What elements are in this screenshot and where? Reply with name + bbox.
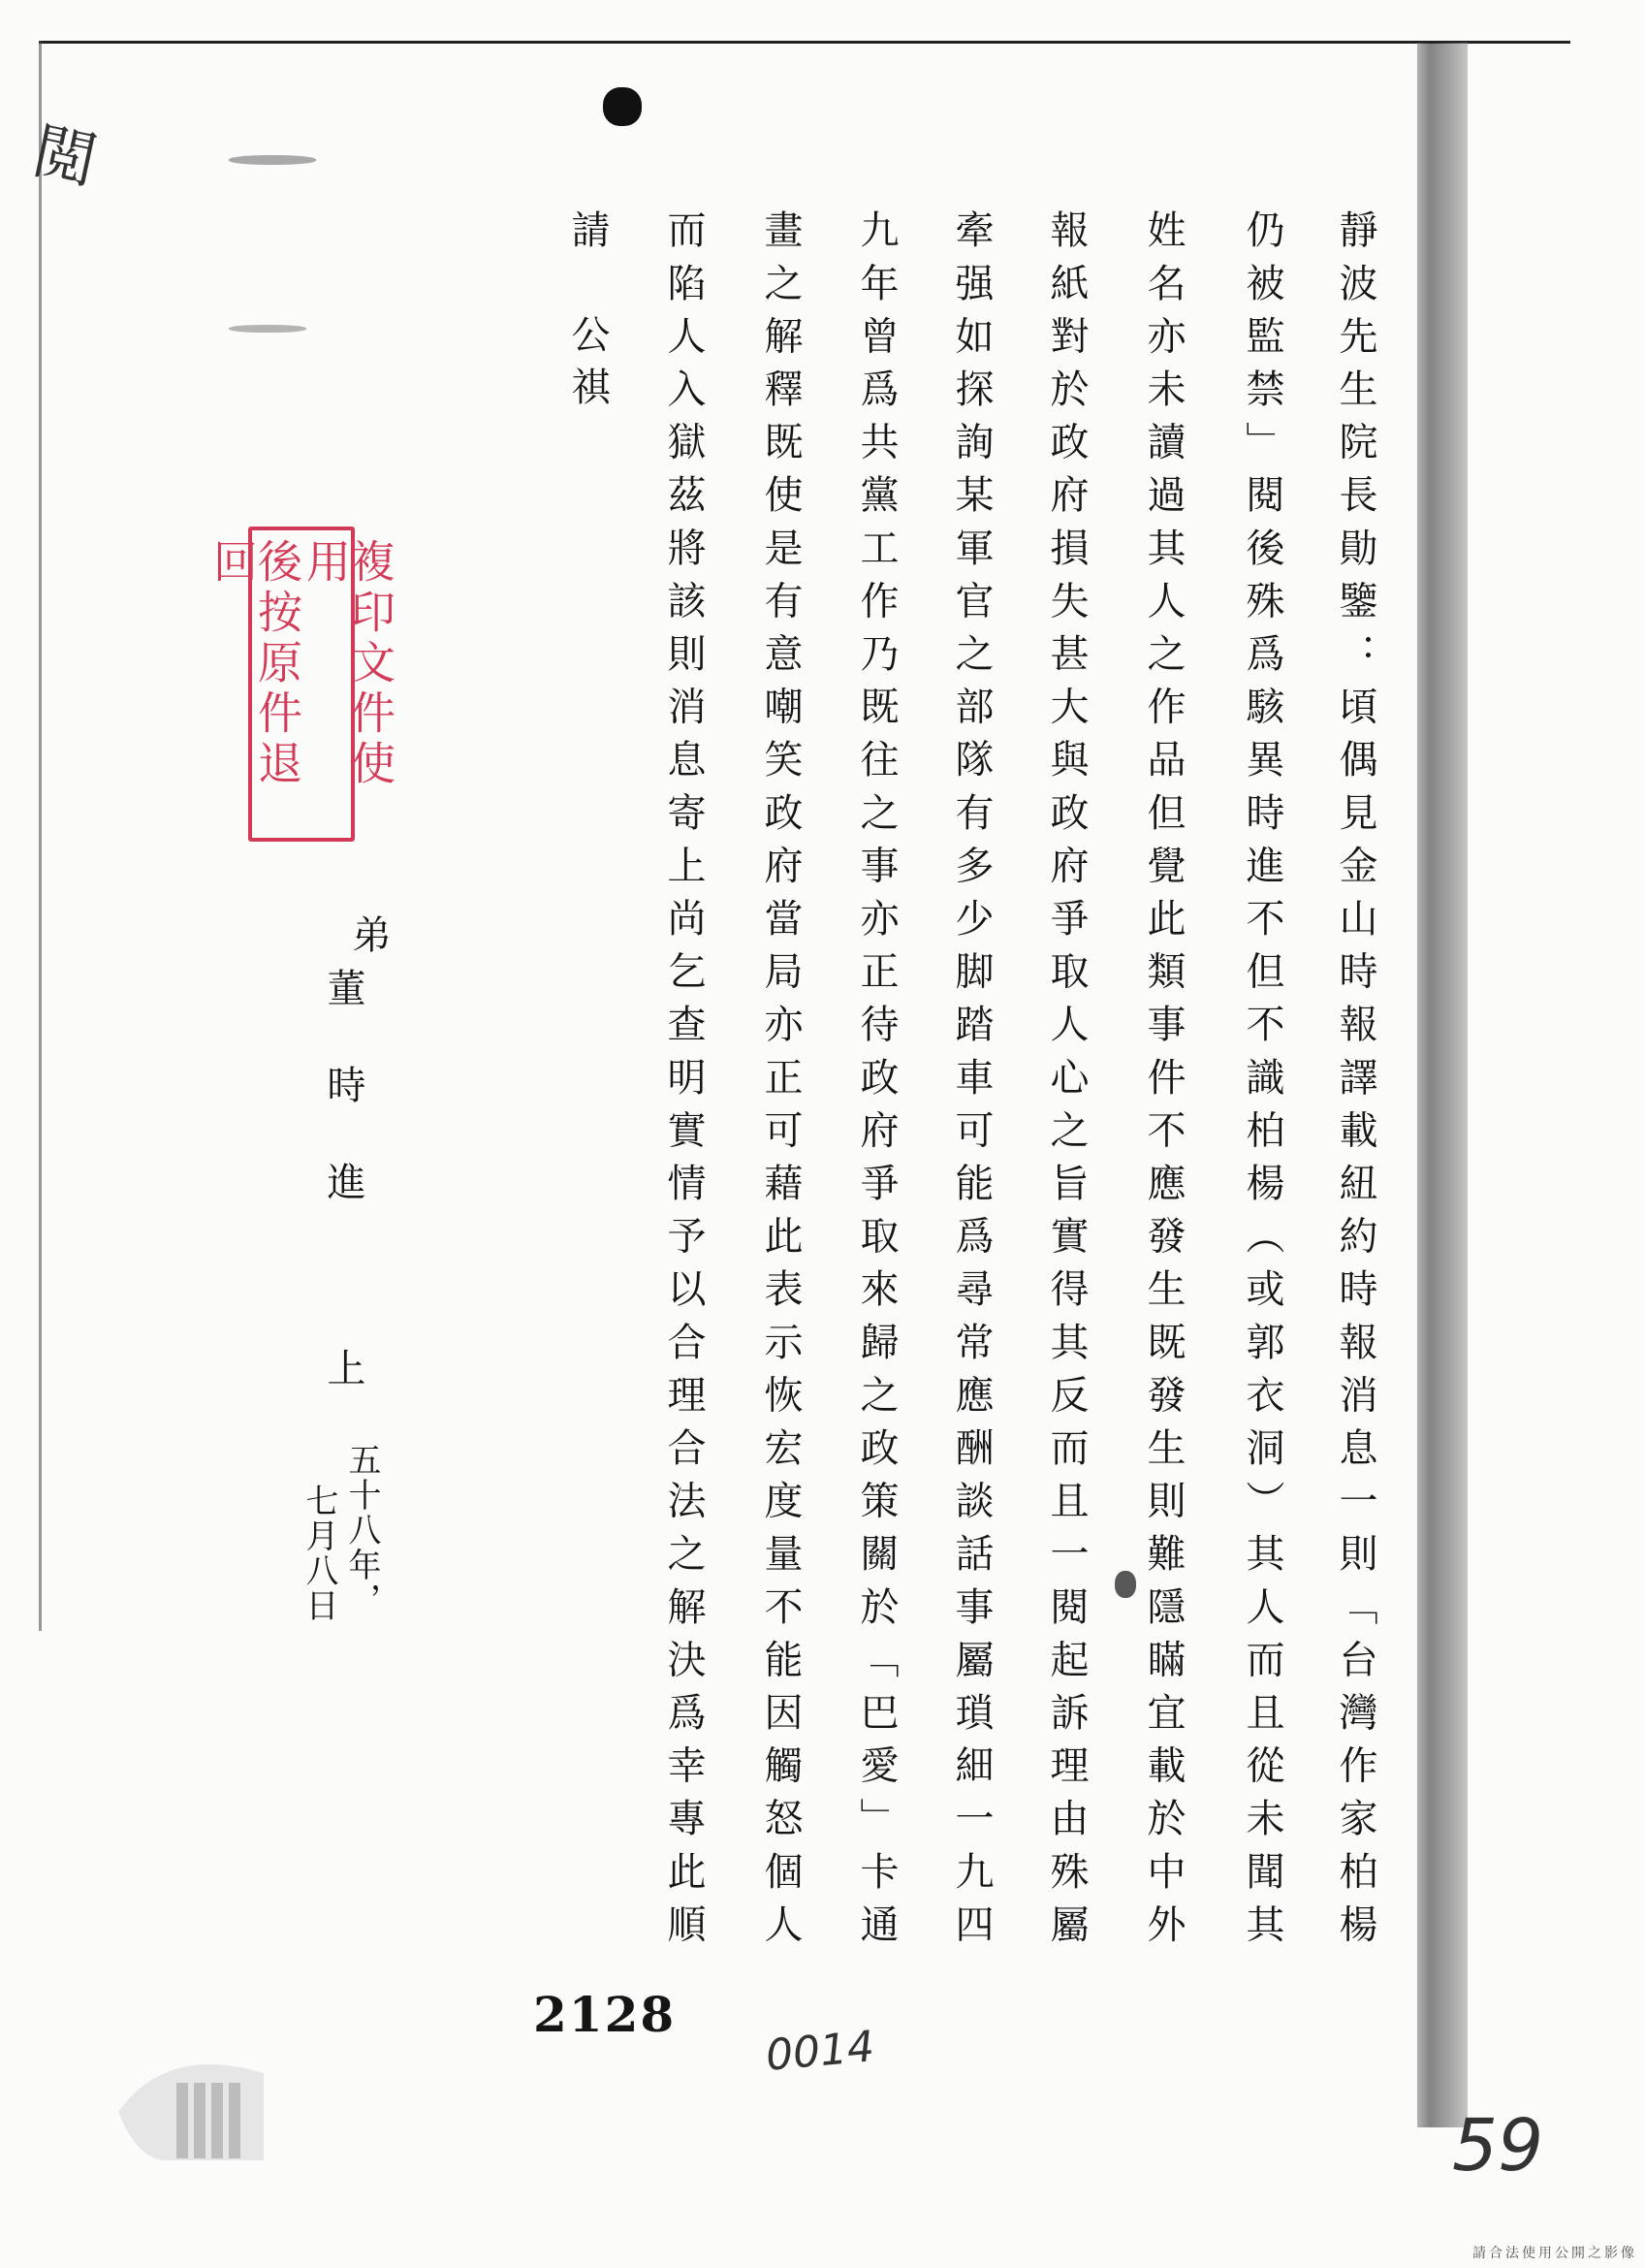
handwritten-page-code: 0014 — [763, 2022, 876, 2081]
handwritten-corner-mark: 閲 — [26, 115, 103, 199]
letter-closing: 請 公祺 — [565, 209, 610, 419]
usage-notice: 請合法使用公開之影像 — [1472, 2246, 1637, 2261]
letter-column-8: 而陷人入獄茲將該則消息寄上尚乞查明實情予以合理合法之解決爲幸專此順 — [661, 209, 706, 1957]
copy-border-top — [39, 41, 1570, 44]
stamp-line-2: 後按原件退回 — [206, 538, 303, 790]
toner-speck — [229, 155, 316, 165]
signature-prefix: 弟 — [346, 914, 391, 953]
letter-column-2: 仍被監禁」閱後殊爲駭異時進不但不識柏楊（或郭衣洞）其人而且從未聞其 — [1240, 209, 1284, 1957]
copy-border-left — [39, 41, 42, 1631]
date-month-day: 七月八日 — [300, 1484, 338, 1623]
letter-column-1: 靜波先生院長勛鑒：頃偶見金山時報譯載紐約時報消息一則「台灣作家柏楊 — [1333, 209, 1377, 1957]
handwritten-page-number: 59 — [1452, 2104, 1544, 2188]
letter-column-4: 報紙對於政府損失甚大與政府爭取人心之旨實得其反而且一閱起訴理由殊屬 — [1044, 209, 1089, 1957]
stamp-line-1: 複印文件使用 — [300, 538, 396, 790]
signature-suffix: 上 — [321, 1348, 365, 1387]
letter-column-6: 九年曾爲共黨工作乃既往之事亦正待政府爭取來歸之政策關於「巴愛」卡通 — [854, 209, 899, 1957]
date-year: 五十八年， — [342, 1443, 381, 1617]
copy-shadow-right — [1417, 43, 1468, 2127]
toner-speck — [1115, 1571, 1136, 1598]
letter-column-3: 姓名亦未讀過其人之作品但覺此類事件不應發生既發生則難隱瞞宜載於中外 — [1141, 209, 1186, 1957]
archive-logo-icon — [109, 2054, 273, 2170]
letter-column-5: 牽强如探詢某軍官之部隊有多少脚踏車可能爲尋常應酬談話事屬瑣細一九四 — [949, 209, 994, 1957]
return-original-stamp — [206, 527, 396, 842]
archive-number: 2128 — [533, 1986, 677, 2043]
letter-column-7: 畫之解釋既使是有意嘲笑政府當局亦正可藉此表示恢宏度量不能因觸怒個人 — [758, 209, 803, 1957]
signature-name: 董時進 — [321, 968, 365, 1259]
toner-speck — [603, 87, 642, 126]
toner-speck — [229, 325, 306, 333]
